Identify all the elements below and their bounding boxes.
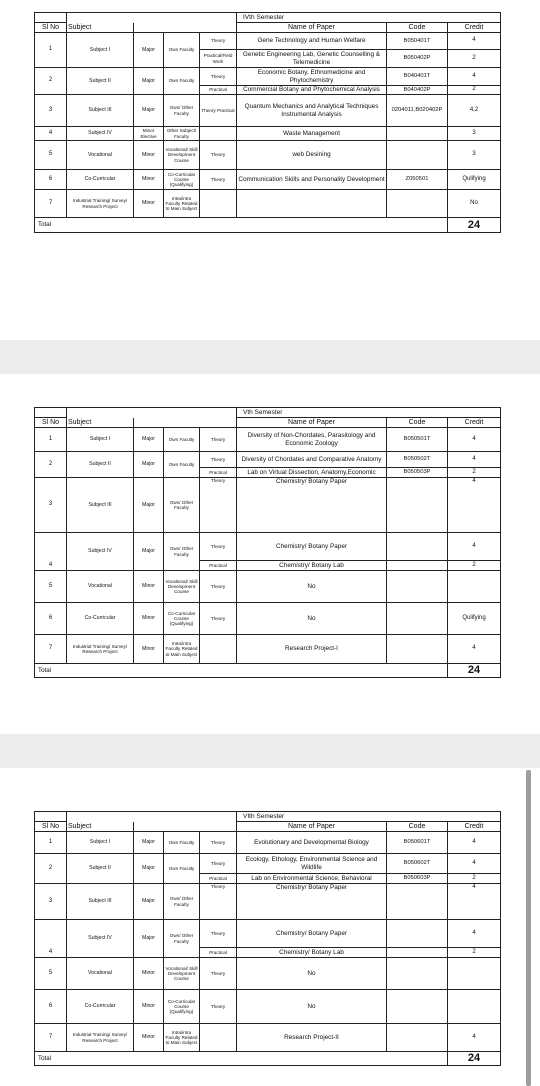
table-cell: [35, 13, 67, 23]
table-cell: Co-Curricular: [67, 603, 134, 635]
cell-sl-no: 2: [35, 854, 67, 884]
cell-sl-no: 6: [35, 170, 67, 190]
cell-paper-name: No: [237, 571, 387, 603]
cell-detail: Theory: [200, 832, 237, 854]
table-cell: [67, 13, 237, 23]
table-cell: [134, 822, 237, 832]
cell-sl-no: 1: [35, 832, 67, 854]
cell-credit: 4: [448, 1024, 501, 1052]
cell-paper-name: Quantum Mechanics and Analytical Techniques Instrumental Analysis: [237, 95, 387, 127]
table-row: [35, 190, 501, 218]
table-row: [35, 920, 501, 948]
cell-code: [387, 127, 448, 141]
cell-paper-name: No: [237, 603, 387, 635]
cell-paper-name: Diversity of Chordates and Comparative Anatomy: [237, 452, 387, 468]
cell-code: B040402P: [387, 86, 448, 95]
cell-detail: [200, 127, 237, 141]
cell-sl-no: 4: [35, 127, 67, 141]
table-row: [35, 141, 501, 170]
table-row: [35, 33, 501, 50]
cell-code: B050402P: [387, 50, 448, 68]
cell-code: [387, 884, 448, 920]
cell-code: [387, 533, 448, 561]
cell-credit: 3: [448, 141, 501, 170]
table-cell: Minor: [134, 990, 164, 1024]
table-cell: Subject I: [67, 832, 134, 854]
cell-detail: Own/ Other Faculty: [164, 533, 200, 571]
cell-credit: [448, 990, 501, 1024]
cell-credit: 4: [448, 478, 501, 533]
cell-credit: 4: [448, 635, 501, 664]
table-cell: Subject II: [67, 452, 134, 478]
cell-detail: Practical/Field Work: [200, 50, 237, 68]
cell-detail: Intra/intra Faculty Related to Main Subject: [164, 635, 200, 664]
cell-credit: 4,2: [448, 95, 501, 127]
table-row: [35, 990, 501, 1024]
table-cell: [67, 812, 237, 822]
cell-detail: Theory: [200, 990, 237, 1024]
cell-credit: No: [448, 190, 501, 218]
cell-detail: [200, 190, 237, 218]
total-row: [35, 1052, 501, 1066]
total-row: [35, 664, 501, 678]
semester-title: VIth Semester: [237, 812, 501, 822]
total-label: Total: [35, 218, 448, 233]
cell-sl-no: 5: [35, 141, 67, 170]
table-cell: Subject III: [67, 95, 134, 127]
cell-code: B050502T: [387, 452, 448, 468]
table-cell: Subject I: [67, 33, 134, 68]
table-cell: Subject III: [67, 478, 134, 533]
cell-detail: Theory: [200, 533, 237, 561]
cell-code: [387, 990, 448, 1024]
cell-code: B050603P: [387, 874, 448, 884]
table-cell: Major: [134, 33, 164, 68]
cell-paper-name: Ecology, Ethology, Environmental Science and Wildlife: [237, 854, 387, 874]
table-cell: Co-Curricular: [67, 170, 134, 190]
cell-code: B050503P: [387, 468, 448, 478]
table-row: [35, 603, 501, 635]
cell-paper-name: Research Project-II: [237, 1024, 387, 1052]
cell-paper-name: [237, 190, 387, 218]
cell-detail: Minor Elective: [134, 127, 164, 141]
table-cell: Minor: [134, 603, 164, 635]
table-row: [35, 428, 501, 452]
header-subject: Subject: [67, 23, 134, 33]
header-sl-no: Sl No: [35, 822, 67, 832]
cell-detail: Industrial Training/ Survey/ Research Project: [67, 635, 134, 664]
cell-paper-name: Evolutionary and Developmental Biology: [237, 832, 387, 854]
cell-paper-name: Chemistry/ Botany Lab: [237, 561, 387, 571]
cell-detail: Theory Practical: [200, 95, 237, 127]
table-row: [35, 478, 501, 533]
cell-detail: Theory: [200, 571, 237, 603]
cell-detail: Vocational/ Skill Development Course: [164, 571, 200, 603]
cell-code: [387, 478, 448, 533]
cell-sl-no: 3: [35, 884, 67, 920]
cell-credit: 4: [448, 920, 501, 948]
table-cell: [134, 418, 237, 428]
header-subject: Subject: [67, 822, 134, 832]
cell-sl-no: 6: [35, 990, 67, 1024]
header-code: Code: [387, 23, 448, 33]
cell-sl-no: 5: [35, 571, 67, 603]
cell-credit: 4: [448, 33, 501, 50]
cell-detail: Theory: [200, 603, 237, 635]
cell-paper-name: Chemistry/ Botany Lab: [237, 948, 387, 958]
table-row: [35, 170, 501, 190]
table-cell: Minor: [134, 170, 164, 190]
cell-sl-no: 3: [35, 95, 67, 127]
table-row: [35, 884, 501, 920]
total-value: 24: [448, 664, 501, 678]
table-row: [35, 1024, 501, 1052]
table-cell: Minor: [134, 141, 164, 170]
cell-paper-name: Chemistry/ Botany Paper: [237, 478, 387, 533]
cell-detail: Theory: [200, 854, 237, 874]
cell-detail: Industrial Training/ Survey/ Research Project: [67, 190, 134, 218]
header-name-of-paper: Name of Paper: [237, 418, 387, 428]
cell-detail: Other Subject/ Faculty: [164, 127, 200, 141]
table-cell: [67, 408, 237, 418]
cell-code: [387, 958, 448, 990]
cell-detail: Theory: [200, 958, 237, 990]
table-cell: Major: [134, 68, 164, 95]
table-cell: Subject III: [67, 884, 134, 920]
cell-sl-no: [35, 533, 67, 561]
table-cell: Major: [134, 854, 164, 884]
cell-credit: 4: [448, 884, 501, 920]
cell-detail: Own/ Other Faculty: [164, 884, 200, 920]
semester-5-sheet: [34, 407, 500, 678]
cell-sl-no: 7: [35, 635, 67, 664]
cell-sl-no: 1: [35, 428, 67, 452]
cell-sl-no: 7: [35, 1024, 67, 1052]
semester-5-table: [34, 407, 501, 678]
cell-detail: Own Faculty: [164, 68, 200, 95]
semester-4-sheet: [34, 12, 500, 233]
cell-detail: Theory: [200, 478, 237, 533]
cell-paper-name: Commercial Botany and Phytochemical Analysis: [237, 86, 387, 95]
table-cell: Minor: [134, 190, 164, 218]
cell-credit: 2: [448, 561, 501, 571]
cell-detail: Practical: [200, 948, 237, 958]
cell-sl-no: 1: [35, 33, 67, 68]
table-cell: Major: [134, 884, 164, 920]
cell-paper-name: Lab on Environmental Science, Behavioral: [237, 874, 387, 884]
table-cell: Minor: [134, 958, 164, 990]
header-credit: Credit: [448, 822, 501, 832]
table-row: [35, 958, 501, 990]
cell-code: [387, 571, 448, 603]
cell-code: [387, 190, 448, 218]
header-name-of-paper: Name of Paper: [237, 822, 387, 832]
cell-sl-no: 2: [35, 68, 67, 95]
semester-4-table: [34, 12, 501, 233]
cell-paper-name: web Desining: [237, 141, 387, 170]
cell-detail: Co-Curricular Course (Qualifying): [164, 990, 200, 1024]
cell-detail: Vocational/ Skill Development Course: [164, 958, 200, 990]
cell-detail: Own Faculty: [164, 33, 200, 68]
table-cell: Subject I: [67, 428, 134, 452]
cell-detail: Intra/intra Faculty Related to Main Subject: [164, 190, 200, 218]
cell-credit: 4: [448, 832, 501, 854]
table-cell: Minor: [134, 571, 164, 603]
cell-credit: 4: [448, 533, 501, 561]
cell-paper-name: Genetic Engineering Lab, Genetic Counselling & Telemedicine: [237, 50, 387, 68]
cell-code: [387, 920, 448, 948]
cell-sl-no: 4: [35, 561, 67, 571]
total-label: Total: [35, 1052, 448, 1066]
table-cell: [35, 408, 67, 418]
cell-detail: Own Faculty: [164, 854, 200, 884]
cell-detail: Theory: [200, 452, 237, 468]
semester-6-sheet: [34, 811, 500, 1066]
cell-credit: 2: [448, 50, 501, 68]
cell-paper-name: No: [237, 990, 387, 1024]
header-name-of-paper: Name of Paper: [237, 23, 387, 33]
table-cell: Major: [134, 428, 164, 452]
cell-detail: Theory: [200, 170, 237, 190]
cell-code: [387, 141, 448, 170]
cell-detail: Vocational/ Skill Development Course: [164, 141, 200, 170]
header-code: Code: [387, 822, 448, 832]
cell-credit: [448, 571, 501, 603]
semester-title: Vth Semester: [237, 408, 501, 418]
header-sl-no: Sl No: [35, 23, 67, 33]
cell-detail: Own Faculty: [164, 452, 200, 478]
cell-code: B050602T: [387, 854, 448, 874]
total-value: 24: [448, 1052, 501, 1066]
table-cell: Vocational: [67, 958, 134, 990]
cell-paper-name: Waste Management: [237, 127, 387, 141]
cell-code: [387, 603, 448, 635]
table-cell: Vocational: [67, 141, 134, 170]
total-label: Total: [35, 664, 448, 678]
cell-paper-name: Gene Technology and Human Welfare: [237, 33, 387, 50]
cell-detail: Own/ Other Faculty: [164, 920, 200, 958]
table-row: [35, 452, 501, 468]
cell-detail: Own Faculty: [164, 832, 200, 854]
table-row: [35, 854, 501, 874]
cell-code: B050601T: [387, 832, 448, 854]
cell-credit: 2: [448, 468, 501, 478]
cell-code: B040401T: [387, 68, 448, 86]
cell-code: [387, 635, 448, 664]
cell-detail: Co-Curricular Course (Qualifying): [164, 170, 200, 190]
cell-detail: [200, 1024, 237, 1052]
cell-credit: [448, 958, 501, 990]
cell-credit: 4: [448, 428, 501, 452]
table-row: [35, 533, 501, 561]
cell-paper-name: Chemistry/ Botany Paper: [237, 533, 387, 561]
header-subject: Subject: [67, 418, 134, 428]
cell-detail: Theory: [200, 884, 237, 920]
vertical-scrollbar[interactable]: [526, 770, 531, 1086]
table-cell: [35, 812, 67, 822]
cell-detail: Theory: [200, 920, 237, 948]
table-cell: Major: [134, 832, 164, 854]
cell-credit: 4: [448, 854, 501, 874]
semester-6-table: [34, 811, 501, 1066]
table-cell: Subject IV: [67, 533, 134, 571]
cell-sl-no: 7: [35, 190, 67, 218]
cell-code: B050501T: [387, 428, 448, 452]
cell-sl-no: 5: [35, 958, 67, 990]
cell-detail: Theory: [200, 428, 237, 452]
table-cell: Subject IV: [67, 127, 134, 141]
table-row: [35, 95, 501, 127]
table-cell: Minor: [134, 635, 164, 664]
table-cell: Major: [134, 478, 164, 533]
header-credit: Credit: [448, 418, 501, 428]
page-gap: [0, 734, 540, 768]
cell-credit: 4: [448, 452, 501, 468]
header-sl-no: Sl No: [35, 418, 67, 428]
table-cell: Major: [134, 533, 164, 571]
table-cell: Minor: [134, 1024, 164, 1052]
cell-detail: Intra/intra Faculty Related to Main Subject: [164, 1024, 200, 1052]
cell-paper-name: No: [237, 958, 387, 990]
cell-detail: Practical: [200, 468, 237, 478]
cell-credit: 2: [448, 948, 501, 958]
cell-paper-name: Chemistry/ Botany Paper: [237, 920, 387, 948]
table-row: [35, 571, 501, 603]
cell-detail: Practical: [200, 561, 237, 571]
cell-sl-no: [35, 920, 67, 948]
cell-code: [387, 948, 448, 958]
table-cell: [134, 23, 237, 33]
table-cell: Major: [134, 452, 164, 478]
cell-paper-name: Chemistry/ Botany Paper: [237, 884, 387, 920]
cell-code: B050401T: [387, 33, 448, 50]
cell-code: [387, 1024, 448, 1052]
cell-code: Z050501: [387, 170, 448, 190]
header-code: Code: [387, 418, 448, 428]
cell-paper-name: Economic Botany, Ethnomedicine and Phytochemistry: [237, 68, 387, 86]
cell-detail: Theory: [200, 68, 237, 86]
table-cell: Co-Curricular: [67, 990, 134, 1024]
cell-paper-name: Lab on Virtual Dissection, Anatomy,Economic: [237, 468, 387, 478]
cell-credit: Qulifying: [448, 603, 501, 635]
total-value: 24: [448, 218, 501, 233]
table-cell: Major: [134, 95, 164, 127]
cell-code: [387, 561, 448, 571]
cell-detail: Co-Curricular Course (Qualifying): [164, 603, 200, 635]
table-row: [35, 127, 501, 141]
cell-detail: Own/ Other Faculty: [164, 478, 200, 533]
cell-paper-name: Communication Skills and Personality Development: [237, 170, 387, 190]
table-cell: Major: [134, 920, 164, 958]
header-credit: Credit: [448, 23, 501, 33]
cell-detail: Own/ Other Faculty: [164, 95, 200, 127]
page-gap: [0, 340, 540, 374]
table-row: [35, 635, 501, 664]
table-row: [35, 68, 501, 86]
cell-credit: 2: [448, 874, 501, 884]
cell-credit: 4: [448, 68, 501, 86]
table-row: [35, 832, 501, 854]
table-cell: Vocational: [67, 571, 134, 603]
cell-credit: 3: [448, 127, 501, 141]
cell-credit: 2: [448, 86, 501, 95]
cell-sl-no: 6: [35, 603, 67, 635]
semester-title: IVth Semester: [237, 13, 501, 23]
cell-detail: Industrial Training/ Survey/ Research Project: [67, 1024, 134, 1052]
table-cell: Subject II: [67, 68, 134, 95]
cell-sl-no: 4: [35, 948, 67, 958]
cell-detail: Practical: [200, 86, 237, 95]
table-cell: Subject II: [67, 854, 134, 884]
cell-paper-name: Research Project-I: [237, 635, 387, 664]
cell-detail: Practical: [200, 874, 237, 884]
cell-detail: [200, 635, 237, 664]
cell-paper-name: Diversity of Non-Chordates, Parasitology and Economic Zoology: [237, 428, 387, 452]
table-cell: Subject IV: [67, 920, 134, 958]
cell-detail: Theory: [200, 141, 237, 170]
cell-sl-no: 2: [35, 452, 67, 478]
cell-sl-no: 3: [35, 478, 67, 533]
cell-detail: Theory: [200, 33, 237, 50]
cell-credit: Qulifying: [448, 170, 501, 190]
cell-code: 0204011,B020402P: [387, 95, 448, 127]
total-row: [35, 218, 501, 233]
cell-detail: Own Faculty: [164, 428, 200, 452]
